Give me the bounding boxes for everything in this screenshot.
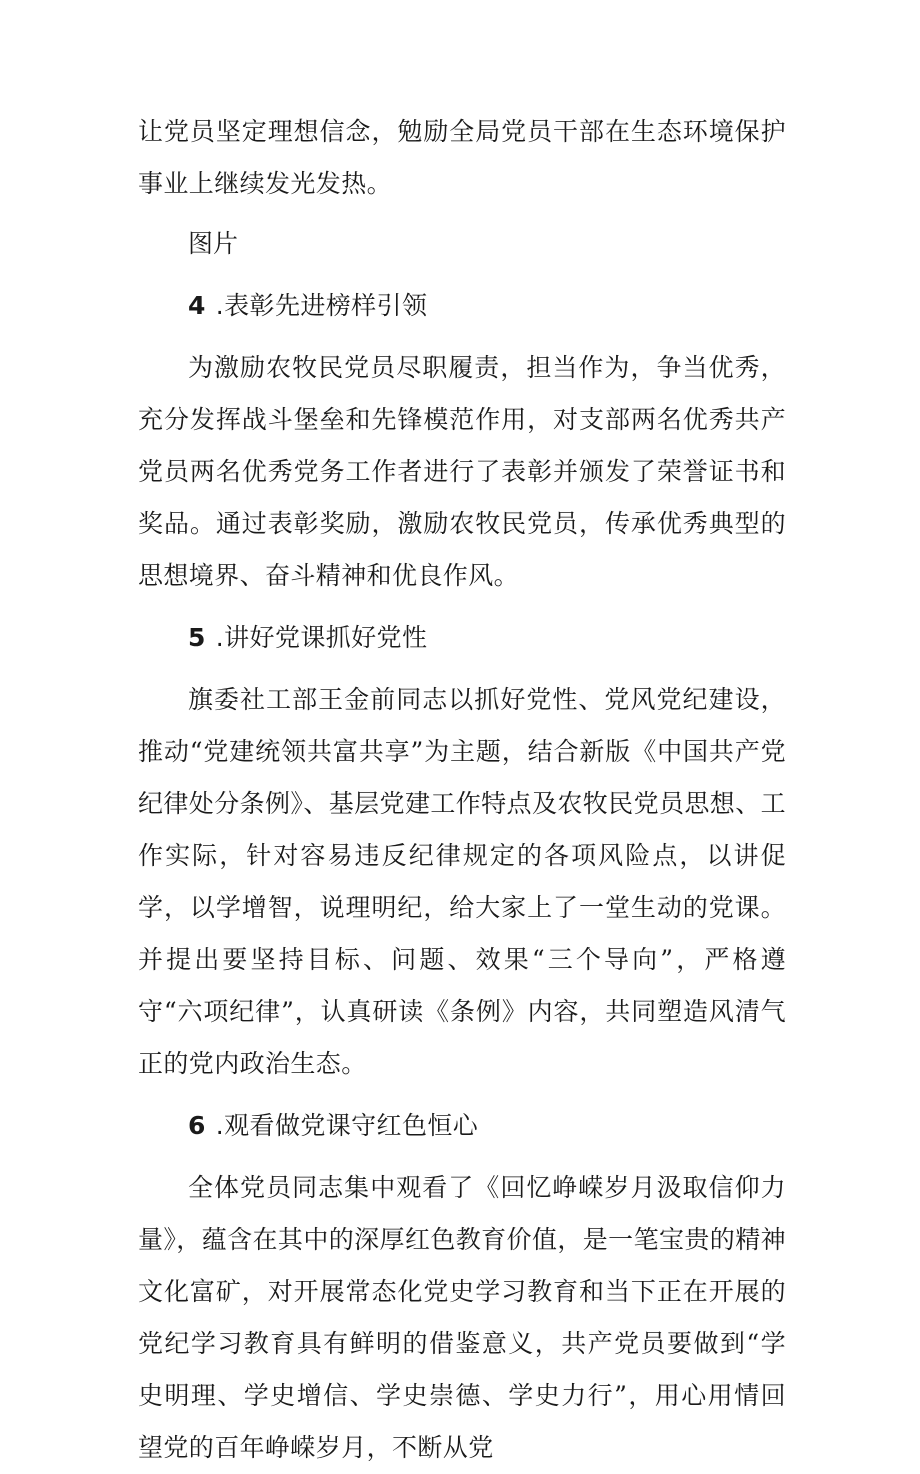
section-heading-5	[138, 612, 786, 664]
section-title: .观看做党课守红色恒心	[215, 1111, 479, 1140]
section-number: 4	[188, 291, 206, 320]
document-page	[138, 106, 786, 1474]
section-number: 5	[188, 623, 206, 652]
section-title: .表彰先进榜样引领	[215, 291, 428, 320]
section-number: 6	[188, 1111, 206, 1140]
section-heading-6	[138, 1100, 786, 1152]
intro-paragraph: 让党员坚定理想信念，勉励全局党员干部在生态环境保护事业上继续发光发热。	[138, 117, 786, 198]
section-body-4: 为激励农牧民党员尽职履责，担当作为，争当优秀，充分发挥战斗堡垒和先锋模范作用，对支部两名优秀共产党员两名优秀党务工作者进行了表彰并颁发了荣誉证书和奖品。通过表彰奖励，激励农牧民党员，传承优秀典型的思想境界、奋斗精神和优良作风。	[138, 353, 786, 590]
section-heading-4	[138, 280, 786, 332]
image-placeholder-label: 图片	[188, 229, 239, 258]
section-body-5: 旗委社工部王金前同志以抓好党性、党风党纪建设，推动“党建统领共富共享”为主题，结合新版《中国共产党纪律处分条例》、基层党建工作特点及农牧民党员思想、工作实际，针对容易违反纪律规定的各项风险点，以讲促学，以学增智，说理明纪，给大家上了一堂生动的党课。并提出要坚持目标、问题、效果“三个导向”，严格遵守“六项纪律”，认真研读《条例》内容，共同塑造风清气正的党内政治生态。	[138, 685, 786, 1078]
section-body-6: 全体党员同志集中观看了《回忆峥嵘岁月汲取信仰力量》，蕴含在其中的深厚红色教育价值，是一笔宝贵的精神文化富矿，对开展常态化党史学习教育和当下正在开展的党纪学习教育具有鲜明的借鉴意义，共产党员要做到“学史明理、学史增信、学史崇德、学史力行”，用心用情回望党的百年峥嵘岁月，不断从党	[138, 1173, 786, 1462]
section-title: .讲好党课抓好党性	[215, 623, 428, 652]
